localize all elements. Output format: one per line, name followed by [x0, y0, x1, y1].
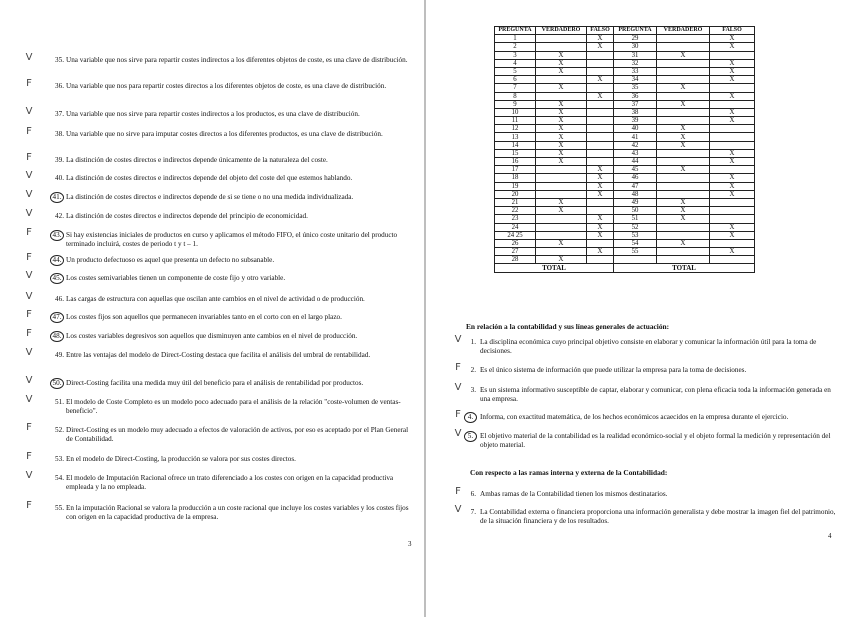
question-text: Direct-Costing facilita una medida muy útil del beneficio para el análisis de rentabilidad por productos. — [66, 379, 364, 387]
table-cell: X — [587, 223, 614, 231]
table-cell — [657, 190, 710, 198]
table-cell — [536, 190, 587, 198]
table-cell: 45 — [614, 166, 657, 174]
question-text: Las cargas de estructura con aquellas que oscilan ante cambios en el nivel de actividad o de producción. — [66, 295, 365, 303]
table-cell: 41 — [614, 133, 657, 141]
statement-text: La disciplina económica cuyo principal objetivo consiste en elaborar y comunicar la información útil para la toma de decisiones. — [480, 338, 817, 355]
table-cell — [536, 166, 587, 174]
question-number: 36. — [55, 82, 64, 90]
table-cell — [587, 84, 614, 92]
table-cell: 16 — [495, 158, 536, 166]
table-cell — [614, 256, 657, 264]
table-row — [495, 248, 755, 256]
table-cell — [536, 182, 587, 190]
table-cell: 28 — [495, 256, 536, 264]
table-cell: 6 — [495, 76, 536, 84]
question-number: 43. — [50, 230, 64, 241]
table-cell — [710, 141, 755, 149]
table-cell: X — [710, 182, 755, 190]
table-cell: 51 — [614, 215, 657, 223]
table-cell: X — [536, 256, 587, 264]
table-cell: 4 — [495, 59, 536, 67]
table-row — [495, 125, 755, 133]
table-cell — [710, 256, 755, 264]
table-cell — [657, 92, 710, 100]
question-number: 52. — [55, 426, 64, 434]
table-cell: 8 — [495, 92, 536, 100]
table-cell: X — [710, 76, 755, 84]
table-row — [495, 215, 755, 223]
answer-mark: F — [26, 78, 32, 89]
table-cell — [587, 198, 614, 206]
table-cell: X — [536, 149, 587, 157]
answer-mark: F — [26, 126, 32, 137]
answer-table — [494, 26, 755, 273]
table-cell: 44 — [614, 158, 657, 166]
table-cell — [587, 141, 614, 149]
question-text: La distinción de costes directos e indirectos depende del principio de economicidad. — [66, 212, 308, 220]
table-cell: 50 — [614, 207, 657, 215]
table-cell: X — [710, 174, 755, 182]
table-cell — [710, 239, 755, 247]
table-row — [495, 158, 755, 166]
table-row — [495, 174, 755, 182]
question-number: 50. — [50, 378, 64, 389]
table-cell: X — [536, 84, 587, 92]
answer-mark: V — [25, 347, 33, 358]
answer-mark: F — [26, 227, 32, 238]
table-cell: 39 — [614, 117, 657, 125]
table-cell: X — [657, 133, 710, 141]
table-cell: X — [710, 35, 755, 43]
table-cell — [536, 223, 587, 231]
table-cell: 18 — [495, 174, 536, 182]
answer-mark: V — [25, 375, 33, 386]
table-cell — [710, 198, 755, 206]
table-cell: 7 — [495, 84, 536, 92]
question-text: Entre las ventajas del modelo de Direct-Costing destaca que facilita el análisis del umbral de rentabilidad. — [66, 351, 371, 359]
answer-mark: V — [25, 470, 33, 481]
table-cell — [657, 35, 710, 43]
table-row — [495, 51, 755, 59]
statement-number: 3. — [470, 386, 476, 394]
answer-mark: V — [454, 504, 462, 515]
section-title-ramas: Con respecto a las ramas interna y externa de la Contabilidad: — [470, 468, 668, 477]
question-text: Una variable que nos para repartir costes directos a los diferentes objetos de coste, es una clave de distribución. — [66, 82, 387, 90]
table-cell: X — [587, 215, 614, 223]
table-cell — [536, 215, 587, 223]
table-cell: 38 — [614, 108, 657, 116]
table-cell — [710, 133, 755, 141]
question-text: Una variable que no sirve para imputar costes directos a los diferentes productos, es una clave de distribución. — [66, 130, 383, 138]
table-cell — [657, 248, 710, 256]
question-number: 48. — [50, 331, 64, 342]
table-cell — [657, 256, 710, 264]
table-cell: 24 — [495, 223, 536, 231]
question-number: 54. — [55, 474, 64, 482]
table-cell: X — [536, 59, 587, 67]
table-cell — [587, 239, 614, 247]
table-cell — [587, 67, 614, 75]
table-cell: 12 — [495, 125, 536, 133]
table-cell — [587, 117, 614, 125]
statement-text: La Contabilidad externa o financiera proporciona una información generalista y debe mostrar la imagen fiel del patrimonio, de la situación financiera y de los resultados. — [480, 508, 836, 525]
table-cell: X — [710, 223, 755, 231]
table-row — [495, 35, 755, 43]
table-cell — [536, 76, 587, 84]
answer-mark: F — [26, 422, 32, 433]
table-cell: X — [536, 67, 587, 75]
answer-mark: F — [455, 409, 461, 420]
answer-mark: V — [25, 170, 33, 181]
table-cell: 35 — [614, 84, 657, 92]
table-cell: 36 — [614, 92, 657, 100]
answer-mark: F — [26, 309, 32, 320]
table-cell: 31 — [614, 51, 657, 59]
table-cell: X — [657, 100, 710, 108]
question-number: 46. — [55, 295, 64, 303]
statement-number: 2. — [470, 366, 476, 374]
answer-mark: F — [455, 362, 461, 373]
question-number: 39. — [55, 156, 64, 164]
table-cell: 11 — [495, 117, 536, 125]
table-cell: X — [536, 125, 587, 133]
table-cell: 34 — [614, 76, 657, 84]
table-cell: X — [710, 108, 755, 116]
table-row — [495, 141, 755, 149]
question-text: En el modelo de Direct-Costing, la producción se valora por sus costes directos. — [66, 455, 296, 463]
page-number-right: 4 — [828, 532, 832, 540]
page-number-left: 3 — [408, 540, 412, 548]
table-cell: X — [536, 133, 587, 141]
table-cell — [587, 125, 614, 133]
table-cell: 22 — [495, 207, 536, 215]
answer-mark: V — [25, 208, 33, 219]
answer-mark: V — [454, 334, 462, 345]
table-cell: X — [710, 190, 755, 198]
table-cell: 26 — [495, 239, 536, 247]
table-cell: X — [657, 239, 710, 247]
question-number: 49. — [55, 351, 64, 359]
table-cell: X — [587, 35, 614, 43]
table-row — [495, 92, 755, 100]
table-cell: 27 — [495, 248, 536, 256]
table-cell: X — [710, 231, 755, 239]
question-text: La distinción de costes directos e indirectos depende de si se tiene o no una medida individualizada. — [66, 193, 354, 201]
table-cell — [536, 43, 587, 51]
table-cell: X — [657, 215, 710, 223]
question-number: 44. — [50, 255, 64, 266]
table-cell: X — [710, 43, 755, 51]
question-number: 40. — [55, 174, 64, 182]
table-cell: 29 — [614, 35, 657, 43]
table-row — [495, 117, 755, 125]
table-cell: 32 — [614, 59, 657, 67]
table-cell — [536, 35, 587, 43]
table-cell: X — [657, 166, 710, 174]
table-cell: X — [587, 43, 614, 51]
table-cell: X — [587, 248, 614, 256]
question-text: Los costes fijos son aquellos que permanecen invariables tanto en el corto con en el largo plazo. — [66, 313, 342, 321]
table-cell: 47 — [614, 182, 657, 190]
table-cell: X — [536, 239, 587, 247]
table-cell — [657, 59, 710, 67]
answer-mark: F — [26, 152, 32, 163]
table-cell — [657, 76, 710, 84]
table-cell: 20 — [495, 190, 536, 198]
answer-mark: V — [25, 394, 33, 405]
table-cell: X — [587, 182, 614, 190]
table-row — [495, 59, 755, 67]
table-cell — [710, 51, 755, 59]
table-row — [495, 256, 755, 264]
table-row — [495, 231, 755, 239]
table-row — [495, 43, 755, 51]
table-cell: X — [587, 190, 614, 198]
table-cell: X — [657, 125, 710, 133]
table-cell: X — [587, 174, 614, 182]
statement-number: 7. — [470, 508, 476, 516]
question-text: Un producto defectuoso es aquel que presenta un defecto no subsanable. — [66, 256, 275, 264]
table-cell — [657, 158, 710, 166]
question-number: 51. — [55, 398, 64, 406]
table-cell: X — [536, 117, 587, 125]
table-cell: X — [536, 51, 587, 59]
question-text: Si hay existencias iniciales de productos en curso y aplicamos el método FIFO, el único coste unitario del producto terminado incluirá, costes de periodo t y t – 1. — [66, 231, 398, 248]
table-cell: 54 — [614, 239, 657, 247]
table-cell: X — [710, 59, 755, 67]
question-text: La distinción de costes directos e indirectos depende del objeto del coste del que estemos hablando. — [66, 174, 353, 182]
question-text: El modelo de Coste Completo es un modelo poco adecuado para el análisis de la relación "coste-volumen de ventas-beneficio". — [66, 398, 401, 415]
question-number: 53. — [55, 455, 64, 463]
table-cell: 5 — [495, 67, 536, 75]
table-row — [495, 84, 755, 92]
statement-number: 6. — [470, 490, 476, 498]
question-number: 35. — [55, 56, 64, 64]
table-cell — [536, 248, 587, 256]
table-cell — [710, 166, 755, 174]
question-text: El modelo de Imputación Racional ofrece un trato diferenciado a los costes con origen en la capacidad productiva empleada y la no empleada. — [66, 474, 394, 491]
table-cell: 53 — [614, 231, 657, 239]
statement-text: El objetivo material de la contabilidad es la realidad económico-social y el objeto formal la medición y representación del objeto material. — [480, 432, 831, 449]
question-text: La distinción de costes directos e indirectos depende únicamente de la naturaleza del coste. — [66, 156, 328, 164]
col-pregunta-2: PREGUNTA — [614, 27, 657, 35]
question-text: Los costes variables degresivos son aquellos que disminuyen ante cambios en el nivel de producción. — [66, 332, 358, 340]
answer-mark: F — [26, 328, 32, 339]
table-cell: X — [657, 51, 710, 59]
answer-mark: F — [26, 451, 32, 462]
statement-number: 1. — [470, 338, 476, 346]
table-row — [495, 166, 755, 174]
question-text: En la imputación Racional se valora la producción a un coste racional que incluye los costes variables y los costes fijos con origen en la capacidad productiva de la empresa. — [66, 504, 409, 521]
table-row — [495, 223, 755, 231]
table-cell: X — [536, 207, 587, 215]
answer-mark: F — [455, 486, 461, 497]
answer-mark: F — [26, 252, 32, 263]
answer-table-header — [495, 27, 755, 35]
total-label-right: TOTAL — [614, 264, 755, 272]
table-cell: X — [710, 117, 755, 125]
table-cell: 19 — [495, 182, 536, 190]
table-cell — [657, 231, 710, 239]
table-row — [495, 207, 755, 215]
table-cell: X — [657, 207, 710, 215]
table-cell — [587, 59, 614, 67]
table-cell: 46 — [614, 174, 657, 182]
table-cell — [587, 133, 614, 141]
statement-text: Es un sistema informativo susceptible de captar, elaborar y comunicar, con plena eficacia toda la información generada en una empresa. — [480, 386, 831, 403]
question-number: 47. — [50, 312, 64, 323]
table-cell — [587, 149, 614, 157]
table-cell: X — [710, 67, 755, 75]
table-cell: 24 25 — [495, 231, 536, 239]
table-cell: 17 — [495, 166, 536, 174]
table-cell: 37 — [614, 100, 657, 108]
table-cell: 55 — [614, 248, 657, 256]
answer-mark: V — [454, 382, 462, 393]
question-number: 55. — [55, 504, 64, 512]
table-row — [495, 198, 755, 206]
table-cell — [657, 43, 710, 51]
table-cell: X — [710, 149, 755, 157]
table-cell: X — [710, 158, 755, 166]
table-cell: X — [536, 100, 587, 108]
table-cell: 49 — [614, 198, 657, 206]
table-cell: 9 — [495, 100, 536, 108]
table-cell — [657, 174, 710, 182]
table-cell: 1 — [495, 35, 536, 43]
table-cell — [587, 207, 614, 215]
answer-mark: V — [25, 270, 33, 281]
question-text: Una variable que nos sirve para repartir costes indirectos a los diferentes objetos de coste, es una clave de distribución. — [66, 56, 408, 64]
table-cell — [587, 100, 614, 108]
col-falso-2: FALSO — [710, 27, 755, 35]
statement-number: 5. — [464, 431, 477, 442]
table-cell: 52 — [614, 223, 657, 231]
table-row — [495, 190, 755, 198]
table-cell: 2 — [495, 43, 536, 51]
table-row — [495, 149, 755, 157]
table-cell: 40 — [614, 125, 657, 133]
col-pregunta-1: PREGUNTA — [495, 27, 536, 35]
table-cell — [657, 117, 710, 125]
table-row — [495, 108, 755, 116]
answer-mark: V — [454, 428, 462, 439]
section-title-contabilidad: En relación a la contabilidad y sus líneas generales de actuación: — [466, 322, 670, 331]
table-cell — [587, 108, 614, 116]
table-row — [495, 76, 755, 84]
table-row — [495, 133, 755, 141]
statement-text: Ambas ramas de la Contabilidad tienen los mismos destinatarios. — [480, 490, 668, 498]
answer-mark: V — [25, 291, 33, 302]
table-cell: X — [657, 84, 710, 92]
table-cell: 30 — [614, 43, 657, 51]
col-verdadero-2: VERDADERO — [657, 27, 710, 35]
table-cell: 10 — [495, 108, 536, 116]
table-cell: X — [657, 198, 710, 206]
table-cell — [536, 174, 587, 182]
table-cell: 21 — [495, 198, 536, 206]
table-cell: X — [536, 108, 587, 116]
table-cell — [587, 158, 614, 166]
table-cell: X — [536, 141, 587, 149]
table-cell: 42 — [614, 141, 657, 149]
question-number: 37. — [55, 110, 64, 118]
table-cell: 13 — [495, 133, 536, 141]
answer-mark: V — [25, 52, 33, 63]
table-cell: X — [587, 92, 614, 100]
statement-text: Es el único sistema de información que puede utilizar la empresa para la toma de decisiones. — [480, 366, 747, 374]
statement-number: 4. — [464, 412, 477, 423]
question-number: 45. — [50, 273, 64, 284]
table-cell: X — [587, 231, 614, 239]
table-cell: X — [587, 76, 614, 84]
answer-mark: V — [25, 189, 33, 200]
question-number: 38. — [55, 130, 64, 138]
total-label-left: TOTAL — [495, 264, 614, 272]
table-cell — [657, 223, 710, 231]
answer-mark: F — [26, 500, 32, 511]
table-cell — [710, 100, 755, 108]
table-row — [495, 100, 755, 108]
table-cell — [536, 92, 587, 100]
table-cell — [536, 231, 587, 239]
table-cell: 33 — [614, 67, 657, 75]
table-row — [495, 239, 755, 247]
table-cell: X — [710, 92, 755, 100]
table-cell: 14 — [495, 141, 536, 149]
table-cell — [710, 125, 755, 133]
table-cell — [657, 149, 710, 157]
question-text: Direct-Costing es un modelo muy adecuado a efectos de valoración de activos, por eso es aceptado por el Plan General de Contabilidad. — [66, 426, 409, 443]
table-cell: X — [536, 158, 587, 166]
statement-text: Informa, con exactitud matemática, de los hechos económicos acaecidos en la empresa durante el ejercicio. — [480, 413, 789, 421]
col-falso-1: FALSO — [587, 27, 614, 35]
table-cell — [587, 51, 614, 59]
table-cell — [657, 182, 710, 190]
question-number: 41. — [50, 192, 64, 203]
answer-table-total-row — [495, 264, 755, 272]
table-cell: 48 — [614, 190, 657, 198]
col-verdadero-1: VERDADERO — [536, 27, 587, 35]
table-cell: X — [536, 198, 587, 206]
table-cell: 23 — [495, 215, 536, 223]
table-cell — [710, 207, 755, 215]
table-cell — [657, 108, 710, 116]
table-row — [495, 182, 755, 190]
table-cell — [657, 67, 710, 75]
answer-mark: V — [25, 106, 33, 117]
table-row — [495, 67, 755, 75]
table-cell: X — [587, 166, 614, 174]
table-cell: X — [657, 141, 710, 149]
question-number: 42. — [55, 212, 64, 220]
table-cell: 43 — [614, 149, 657, 157]
question-text: Los costes semivariables tienen un componente de coste fijo y otro variable. — [66, 274, 286, 282]
table-cell: X — [710, 248, 755, 256]
table-cell — [710, 84, 755, 92]
table-cell: 15 — [495, 149, 536, 157]
question-text: Una variable que nos sirve para repartir costes indirectos a los productos, es una clave de distribución. — [66, 110, 360, 118]
table-cell — [587, 256, 614, 264]
table-cell — [710, 215, 755, 223]
table-cell: 3 — [495, 51, 536, 59]
